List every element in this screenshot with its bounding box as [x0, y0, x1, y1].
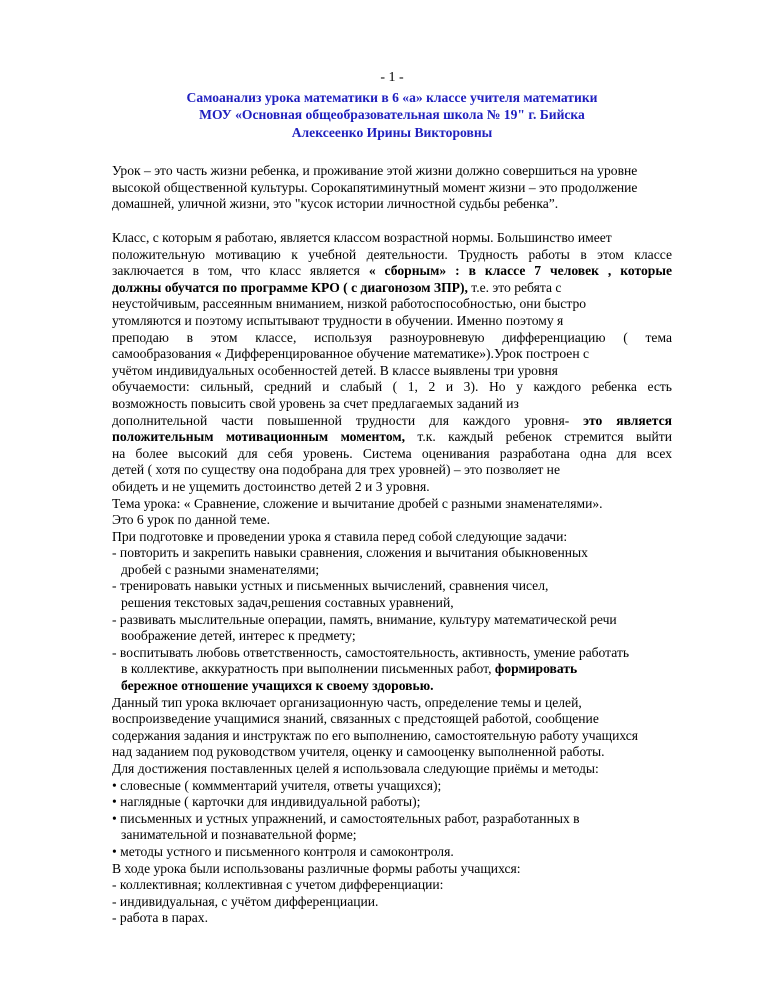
document-title	[112, 89, 672, 141]
text-line: Тема урока: « Сравнение, сложение и вычитание дробей с разными знаменателями».	[112, 495, 603, 511]
text-line: занимательной и познавательной форме;	[121, 827, 357, 843]
text-span: дополнительной части повышенной трудности для каждого уровня-	[112, 412, 584, 428]
text-line: - развивать мыслительные операции, память, внимание, культуру математической речи	[112, 611, 617, 627]
text-line: Класс, с которым я работаю, является классом возрастной нормы. Большинство имеет	[112, 230, 612, 245]
text-line: на более высокий для себя уровень. Система оценивания разработана одна для всех	[112, 445, 672, 461]
list-item: - работа в парах.	[112, 910, 208, 926]
text-line: - тренировать навыки устных и письменных вычислений, сравнения чисел,	[112, 578, 549, 594]
title-line-3: Алексеенко Ирины Викторовны	[291, 124, 493, 140]
bold-text: должны обучатся по программе КРО ( с диагонозом ЗПР),	[112, 279, 468, 295]
text-line: самообразования « Дифференцированное обучение математике»).Урок построен с	[112, 346, 590, 362]
text-line: - воспитывать любовь ответственность, самостоятельность, активность, умение работать	[112, 644, 630, 660]
title-line-2: МОУ «Основная общеобразовательная школа № 19" г. Бийска	[199, 107, 585, 123]
text-line: дробей с разными знаменателями;	[121, 561, 320, 577]
text-line: домашней, уличной жизни, это "кусок истории личностной судьбы ребенка”.	[112, 196, 559, 212]
text-line	[112, 429, 672, 446]
text-line: В ходе урока были использованы различные формы работы учащихся:	[112, 860, 521, 876]
title-line-1: Самоанализ урока математики в 6 «а» классе учителя математики	[186, 90, 598, 105]
text-line: Данный тип урока включает организационную часть, определение темы и целей,	[112, 694, 582, 710]
text-line: воображение детей, интерес к предмету;	[121, 628, 356, 644]
text-line: воспроизведение учащимися знаний, связанных с предстоящей работой, сообщение	[112, 711, 599, 727]
text-span: заключается в том, что класс является	[112, 263, 369, 279]
page-number: - 1 -	[380, 70, 404, 85]
text-line: Урок – это часть жизни ребенка, и проживание этой жизни должно совершиться на уровне	[112, 163, 638, 178]
text-line: положительную мотивацию к учебной деятельности. Трудность работы в этом классе	[112, 246, 672, 262]
bold-text: это является	[583, 412, 672, 428]
bold-text: « сборным» : в классе 7 человек , которые	[368, 263, 672, 279]
text-span: т.к. каждый ребенок стремится выйти	[405, 429, 672, 445]
text-span: т.е. это ребята с	[467, 279, 562, 295]
intro-paragraph	[112, 163, 672, 213]
text-line: возможность повысить свой уровень за счет предлагаемых заданий из	[112, 395, 519, 411]
text-line: Для достижения поставленных целей я использовала следующие приёмы и методы:	[112, 761, 599, 776]
text-line: решения текстовых задач,решения составных уравнений,	[121, 595, 454, 611]
list-item: - индивидуальная, с учётом дифференциации.	[112, 893, 379, 909]
text-line: обучаемости: сильный, средний и слабый ( 1, 2 и 3). Но у каждого ребенка есть	[112, 379, 672, 395]
text-line	[112, 263, 672, 280]
analysis-paragraph	[112, 230, 672, 927]
list-item: • методы устного и письменного контроля и самоконтроля.	[112, 843, 454, 859]
list-item: • наглядные ( карточки для индивидуальной работы);	[112, 794, 421, 810]
text-line: - повторить и закрепить навыки сравнения, сложения и вычитания обыкновенных	[112, 545, 588, 561]
text-line	[112, 413, 672, 430]
text-span: в коллективе, аккуратность при выполнении письменных работ,	[121, 661, 495, 677]
text-line: содержания задания и инструктаж по его выполнению, самостоятельную работу учащихся	[112, 727, 639, 743]
text-line: бережное отношение учащихся к своему здоровью.	[121, 678, 434, 694]
text-line: Это 6 урок по данной теме.	[112, 512, 270, 528]
text-line: обидеть и не ущемить достоинство детей 2 и 3 уровня.	[112, 478, 430, 494]
text-line: утомляются и поэтому испытывают трудности в обучении. Именно поэтому я	[112, 312, 564, 328]
text-line: неустойчивым, рассеянным вниманием, низкой работоспособностью, они быстро	[112, 296, 587, 312]
list-item: - коллективная; коллективная с учетом дифференциации:	[112, 877, 444, 893]
list-item: • словесные ( коммментарий учителя, ответы учащихся);	[112, 777, 442, 793]
text-line: над заданием под руководством учителя, оценку и самооценку выполненной работы.	[112, 744, 605, 760]
text-line: детей ( хотя по существу она подобрана для трех уровней) – это позволяет не	[112, 462, 560, 478]
text-line	[112, 661, 672, 678]
text-line	[112, 280, 672, 297]
text-line: При подготовке и проведении урока я ставила перед собой следующие задачи:	[112, 528, 568, 544]
list-item: • письменных и устных упражнений, и самостоятельных работ, разработанных в	[112, 810, 580, 826]
text-line: высокой общественной культуры. Сорокапятиминутный момент жизни – это продолжение	[112, 179, 638, 195]
text-line: преподаю в этом классе, используя разноуровневую дифференциацию ( тема	[112, 329, 672, 345]
bold-text: формировать	[494, 661, 578, 677]
bold-text: положительным мотивационным моментом,	[112, 429, 406, 445]
text-line: учётом индивидуальных особенностей детей. В классе выявлены три уровня	[112, 362, 558, 378]
